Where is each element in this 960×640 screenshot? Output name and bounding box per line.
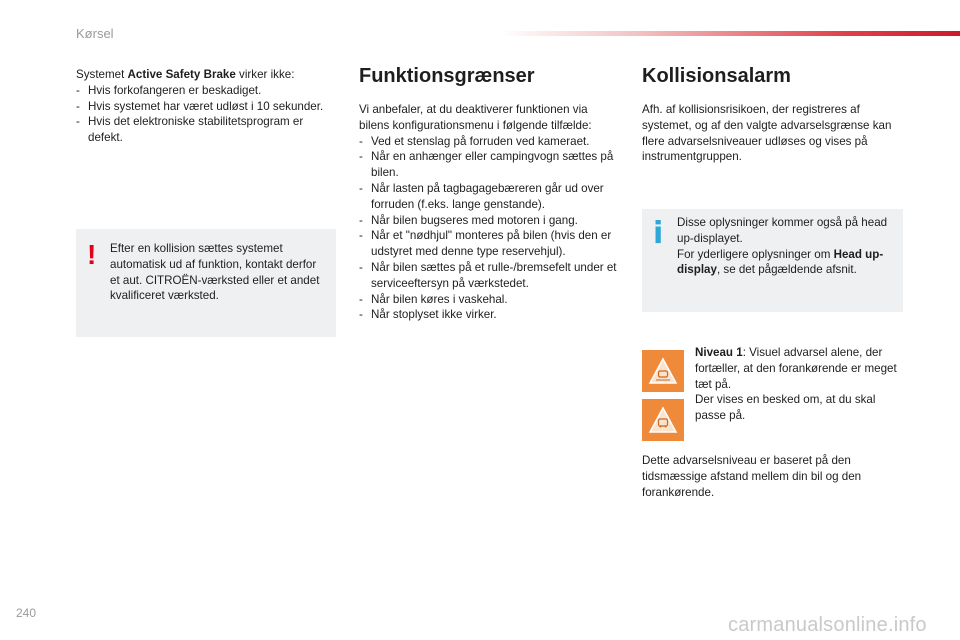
list-item: - Ved et stenslag på forruden ved kameraet. [359,134,621,150]
collision-warning-triangle-icon [642,350,684,392]
list-item: - Når en anhænger eller campingvogn sættes på bilen. [359,149,621,181]
level-1-description [695,345,903,424]
kollisionsalarm-intro: Afh. af kollisionsrisikoen, der registreres af systemet, og af den valgte advarselsgrænse kan flere advarselsniveauer udløses og vises på instrumentgruppen. [642,103,892,164]
section-title: Kørsel [76,26,114,41]
list-item: - Når stoplyset ikke virker. [359,307,621,323]
info-text [677,215,897,278]
section-heading: Funktionsgrænser [359,65,535,87]
section-heading: Kollisionsalarm [642,65,791,87]
info-line-2 [677,247,897,279]
list-item: - Når bilen sættes på et rulle-/bremsefelt under et serviceeftersyn på værkstedet. [359,260,621,292]
list-item: - Hvis det elektroniske stabilitetsprogram er defekt. [76,114,338,146]
asb-list [76,83,338,146]
list-item: - Når bilen køres i vaskehal. [359,292,621,308]
level-1-text: : Visuel advarsel alene, der fortæller, at den forankørende er meget tæt på. [695,346,897,391]
asb-intro-suffix: virker ikke: [235,68,295,81]
info-line-2-bold: Head up-display [677,247,884,277]
info-line-2-prefix: For yderligere oplysninger om [677,247,834,261]
warning-box [76,229,336,337]
watermark: carmanualsonline.info [728,614,927,636]
level-1-label: Niveau 1 [695,346,743,359]
list-item: - Hvis systemet har været udløst i 10 sekunder. [76,99,338,115]
list-item: - Når bilen bugseres med motoren i gang. [359,213,621,229]
page-number: 240 [16,606,37,620]
asb-intro-bold: Active Safety Brake [127,68,236,81]
list-item: - Hvis forkofangeren er beskadiget. [76,83,338,99]
info-line-2-suffix: , se det pågældende afsnit. [716,263,857,277]
collision-warning-car-icon [642,399,684,441]
list-item: - Når et "nødhjul" monteres på bilen (hvis den er udstyret med denne type reservehjul). [359,228,621,260]
funktionsgraenser-list [359,134,621,324]
closing-paragraph: Dette advarselsniveau er baseret på den tidsmæssige afstand mellem din bil og den forankørende. [642,454,862,499]
info-line-1: Disse oplysninger kommer også på head up-displayet. [677,216,888,245]
asb-intro [76,67,338,83]
level-1-note: Der vises en besked om, at du skal passe på. [695,393,876,423]
warning-text: Efter en kollision sættes systemet automatisk ud af funktion, kontakt derfor et aut. CITROËN-værksted eller et andet kvalificeret værksted. [110,242,320,303]
column-funktionsgraenser [359,64,621,323]
column-active-safety-brake [76,67,338,146]
list-item: - Når lasten på tagbagagebæreren går ud over forruden (f.eks. lange genstande). [359,181,621,213]
header-accent-bar [500,31,960,36]
info-icon: i [653,216,664,251]
asb-intro-prefix: Systemet [76,68,128,81]
exclamation-icon: ! [87,239,97,270]
level-1-line [695,345,903,392]
info-box [642,209,903,312]
funktionsgraenser-intro: Vi anbefaler, at du deaktiverer funktionen via bilens konfigurationsmenu i følgende tilfælde: [359,103,592,132]
column-kollisionsalarm [642,64,904,165]
